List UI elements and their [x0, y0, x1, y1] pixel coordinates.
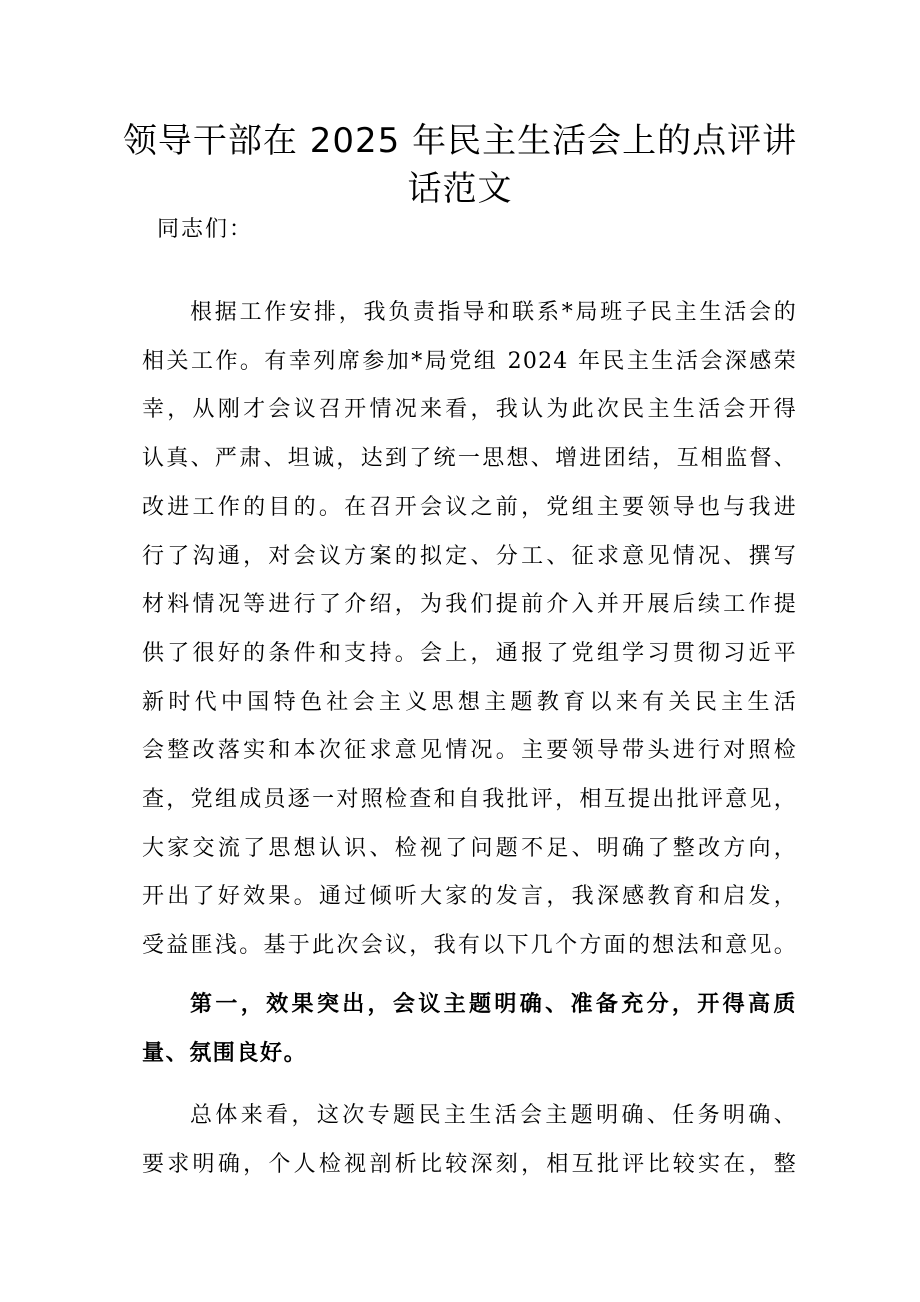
- paragraph-line: 根据工作安排，我负责指导和联系*局班子民主生活会的: [190, 300, 797, 325]
- paragraph-line: 开出了好效果。通过倾听大家的发言，我深感教育和启发，: [142, 884, 797, 910]
- paragraph-line: 幸，从刚才会议召开情况来看，我认为此次民主生活会开得: [142, 397, 797, 423]
- paragraph-line: 供了很好的条件和支持。会上，通报了党组学习贯彻习近平: [142, 640, 797, 666]
- title-line-2: 话范文: [407, 169, 513, 209]
- paragraph-line: 要求明确，个人检视剖析比较深刻，相互批评比较实在，整: [142, 1151, 797, 1177]
- paragraph-line: 受益匪浅。基于此次会议，我有以下几个方面的想法和意见。: [142, 933, 797, 959]
- paragraph-line: 相关工作。有幸列席参加*局党组 2024 年民主生活会深感荣: [142, 348, 797, 374]
- paragraph-line: 改进工作的目的。在召开会议之前，党组主要领导也与我进: [142, 494, 797, 520]
- paragraph-line: 认真、严肃、坦诚，达到了统一思想、增进团结，互相监督、: [142, 446, 797, 472]
- paragraph-2: [142, 1092, 797, 1189]
- paragraph-line: 会整改落实和本次征求意见情况。主要领导带头进行对照检: [142, 738, 797, 764]
- paragraph-line: 材料情况等进行了介绍，为我们提前介入并开展后续工作提: [142, 592, 797, 618]
- paragraph-line: 查，党组成员逐一对照检查和自我批评，相互提出批评意见，: [142, 787, 797, 813]
- heading-line: 第一，效果突出，会议主题明确、准备充分，开得高质: [190, 992, 797, 1017]
- salutation: 同志们：: [157, 217, 254, 242]
- paragraph-line: 总体来看，这次专题民主生活会主题明确、任务明确、: [190, 1103, 797, 1128]
- section-heading-1: [142, 981, 797, 1078]
- paragraph-line: 行了沟通，对会议方案的拟定、分工、征求意见情况、撰写: [142, 543, 797, 569]
- paragraph-1: [142, 289, 797, 971]
- paragraph-line: 大家交流了思想认识、检视了问题不足、明确了整改方向，: [142, 835, 797, 861]
- paragraph-line: 新时代中国特色社会主义思想主题教育以来有关民主生活: [142, 689, 797, 715]
- heading-line: 量、氛围良好。: [142, 1040, 308, 1066]
- title-line-1: 领导干部在 2025 年民主生活会上的点评讲: [122, 121, 798, 161]
- document-title: [120, 117, 800, 213]
